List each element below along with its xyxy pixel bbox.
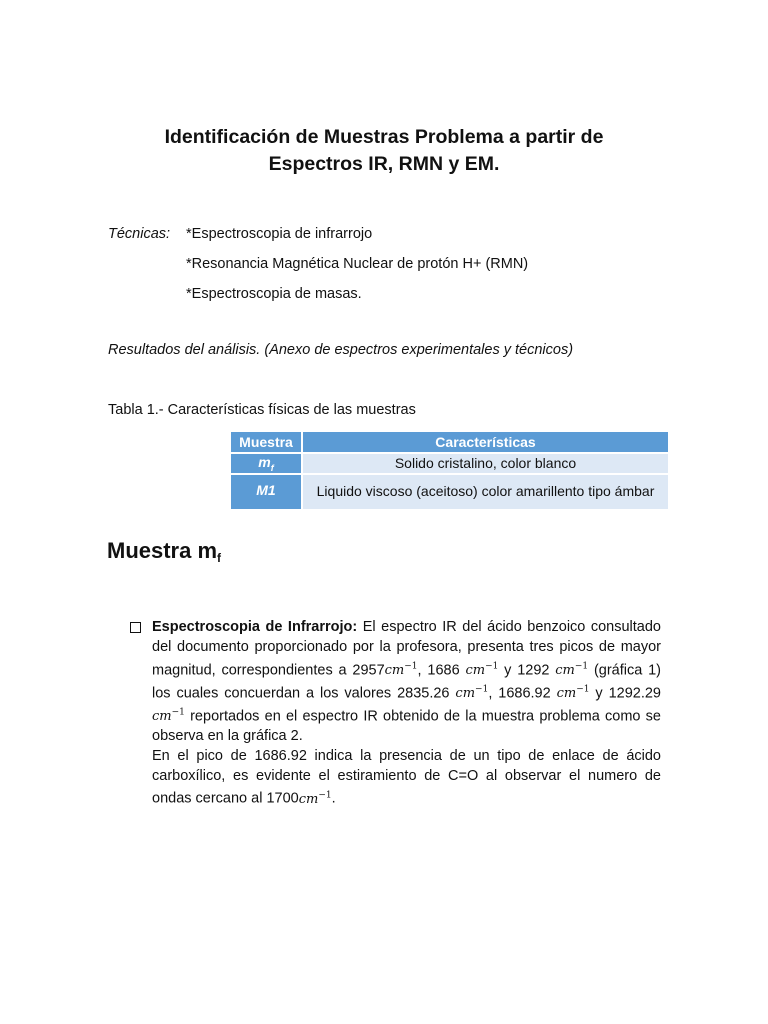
section-heading: Muestra $m_f$ [107,538,222,565]
unit-cm: $cm^{-1}$ [455,684,489,702]
table-row [231,473,668,509]
technique-item: *Espectroscopia de masas. [186,286,362,302]
sample-cell: $m_f$ [231,452,303,473]
technique-row [108,282,528,312]
document-title [0,124,768,178]
table-header-sample: Muestra [231,432,303,452]
table-row [231,452,668,473]
ir-paragraph-1: Espectroscopia de Infrarrojo: El espectro IR del ácido benzoico consultado del documento proporcionado por la profesora, presenta tres picos de mayor magnitud, correspondientes a $2957cm^{-1}$, 1686 $cm^{-1}$ y 1292 $cm^{-1}$ (gráfica 1) los cuales concuerdan a los valores 2835.26 $cm^{-1}$, 1686.92 $cm^{-1}$ y 1292.29 $cm^{-1}$ reportados en el espectro IR obtenido de la muestra problema como se observa en la gráfica 2. [152,619,662,744]
table-header-characteristics: Características [303,432,668,452]
title-line-2: Espectros IR, RMN y EM. [268,153,500,175]
techniques-label: Técnicas: [108,226,171,242]
ir-paragraph-2: En el pico de 1686.92 indica la presencia de un tipo de enlace de ácido carboxílico, es evidente el estiramiento de C=O al observar el numero de ondas cercano al $1700cm^{-1}$. [152,747,661,807]
table-caption: Tabla 1.- Características físicas de las muestras [108,402,416,418]
sample-cell: M1 [231,473,303,509]
results-heading: Resultados del análisis. (Anexo de espectros experimentales y técnicos) [108,342,574,358]
characteristics-cell: Liquido viscoso (aceitoso) color amarillento tipo ámbar [303,473,668,509]
checkbox-bullet-icon [130,622,141,633]
unit-cm: $cm^{-1}$ [152,707,185,725]
table-header-row [231,432,668,452]
unit-cm: $cm^{-1}$ [465,661,499,678]
unit-cm: $cm^{-1}$ [384,661,418,678]
technique-item: *Espectroscopia de infrarrojo [186,226,373,242]
unit-cm: $cm^{-1}$ [298,790,332,807]
unit-cm: $cm^{-1}$ [555,661,589,678]
ir-lead: Espectroscopia de Infrarrojo: [152,619,358,635]
unit-cm: $cm^{-1}$ [556,684,590,702]
technique-row [108,252,528,282]
technique-item: *Resonancia Magnética Nuclear de protón H+ (RMN) [186,256,529,272]
sample-properties-table [231,432,668,509]
ir-paragraph [152,618,661,809]
techniques-list [108,222,528,312]
title-line-1: Identificación de Muestras Problema a partir de [164,126,604,148]
characteristics-cell: Solido cristalino, color blanco [303,452,668,473]
technique-row [108,222,528,252]
